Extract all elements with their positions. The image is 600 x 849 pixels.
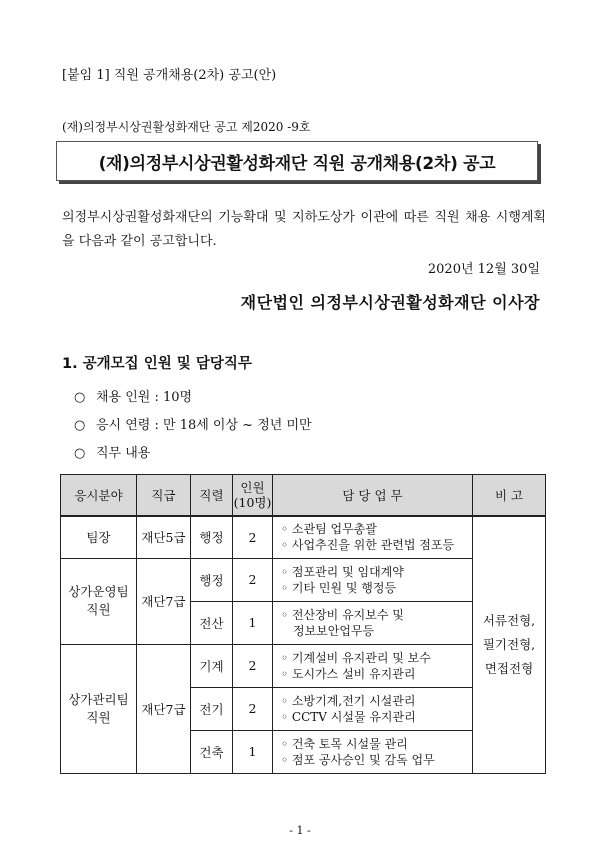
attachment-label: [붙임 1] 직원 공개채용(2차) 공고(안): [62, 68, 277, 83]
duty-line: ◦ 건축 토목 시설물 관리: [281, 736, 472, 752]
duty-line: ◦ 점포 공사승인 및 감독 업무: [281, 752, 472, 768]
cell-field: [61, 558, 137, 644]
remarks-line: 필기전형,: [482, 636, 536, 652]
field-line: 상가운영팀: [68, 584, 129, 599]
duty-line: ◦ 소관팀 업무총괄: [281, 521, 472, 537]
remarks-line: 면접전형: [484, 660, 534, 676]
cell-count: 2: [233, 558, 273, 601]
header-count-l2: (10명): [233, 495, 272, 510]
cell-series: 전산: [191, 601, 233, 644]
field-line: 상가관리팀: [68, 691, 129, 707]
cell-series: 건축: [191, 730, 233, 773]
intro-paragraph: 의정부시상권활성화재단의 기능확대 및 지하도상가 이관에 따른 직원 채용 시행계획을 다음과 같이 공고합니다.: [62, 210, 546, 249]
duty-line: ◦ 기계설비 유지관리 및 보수: [281, 650, 472, 666]
cell-count: 2: [233, 687, 273, 730]
bullet-duties: [74, 442, 150, 461]
cell-series: 기계: [191, 644, 233, 687]
field-line: 직원: [86, 709, 111, 725]
cell-duties: [273, 516, 473, 558]
bullet-age: [74, 414, 312, 433]
cell-duties: [273, 601, 473, 644]
section-title: 1. 공개모집 인원 및 담당직무: [62, 356, 252, 372]
cell-series: 행정: [191, 558, 233, 601]
cell-grade: 재단7급: [137, 558, 191, 644]
bullet-text: 응시 연령 : 만 18세 이상 ~ 정년 미만: [96, 418, 312, 433]
document-title: (재)의정부시상권활성화재단 직원 공개채용(2차) 공고: [56, 141, 538, 181]
remarks-line: 서류전형,: [482, 612, 536, 628]
table-header-row: [61, 475, 546, 517]
cell-count: 2: [233, 516, 273, 558]
duty-line: ◦ 전산장비 유지보수 및: [281, 607, 472, 623]
bullet-marker: ○: [74, 390, 86, 405]
header-series: 직렬: [191, 475, 233, 517]
cell-remarks: [473, 516, 546, 773]
page-number: - 1 -: [289, 824, 311, 837]
cell-duties: [273, 558, 473, 601]
cell-series: 행정: [191, 516, 233, 558]
table-row: [61, 516, 546, 558]
bullet-marker: ○: [74, 418, 86, 433]
cell-count: 1: [233, 730, 273, 773]
header-grade: 직급: [137, 475, 191, 517]
bullet-marker: ○: [74, 446, 86, 461]
header-duties: 담 당 업 무: [273, 475, 473, 517]
bullet-text: 직무 내용: [96, 446, 151, 461]
duty-line: ◦ 사업추진을 위한 관련법 점포등: [281, 537, 472, 553]
header-remarks: 비 고: [473, 475, 546, 517]
cell-duties: [273, 687, 473, 730]
job-table: [60, 474, 546, 774]
cell-grade: 재단7급: [137, 644, 191, 773]
header-count: [233, 475, 273, 517]
header-count-l1: 인원: [240, 480, 265, 495]
duty-line: ◦ 기타 민원 및 행정등: [281, 580, 472, 596]
notice-number: (재)의정부시상권활성화재단 공고 제2020 -9호: [62, 120, 311, 134]
duty-line: ◦ CCTV 시설물 유지관리: [281, 709, 472, 725]
notice-date: 2020년 12월 30일: [427, 262, 540, 277]
field-line: 직원: [86, 602, 111, 617]
duty-line: 정보보안업무등: [293, 623, 375, 638]
cell-count: 2: [233, 644, 273, 687]
duty-line: ◦ 소방기계,전기 시설관리: [281, 693, 472, 709]
cell-grade: 재단5급: [137, 516, 191, 558]
duty-line: ◦ 도시가스 설비 유지관리: [281, 666, 472, 682]
cell-duties: [273, 730, 473, 773]
cell-field: [61, 644, 137, 773]
header-field: 응시분야: [61, 475, 137, 517]
issuer-name: 재단법인 의정부시상권활성화재단 이사장: [240, 293, 540, 312]
bullet-recruit-count: [74, 386, 192, 405]
cell-count: 1: [233, 601, 273, 644]
duty-line: ◦ 점포관리 및 임대계약: [281, 564, 472, 580]
cell-field: 팀장: [61, 516, 137, 558]
cell-duties: [273, 644, 473, 687]
cell-series: 전기: [191, 687, 233, 730]
bullet-text: 채용 인원 : 10명: [96, 390, 193, 405]
